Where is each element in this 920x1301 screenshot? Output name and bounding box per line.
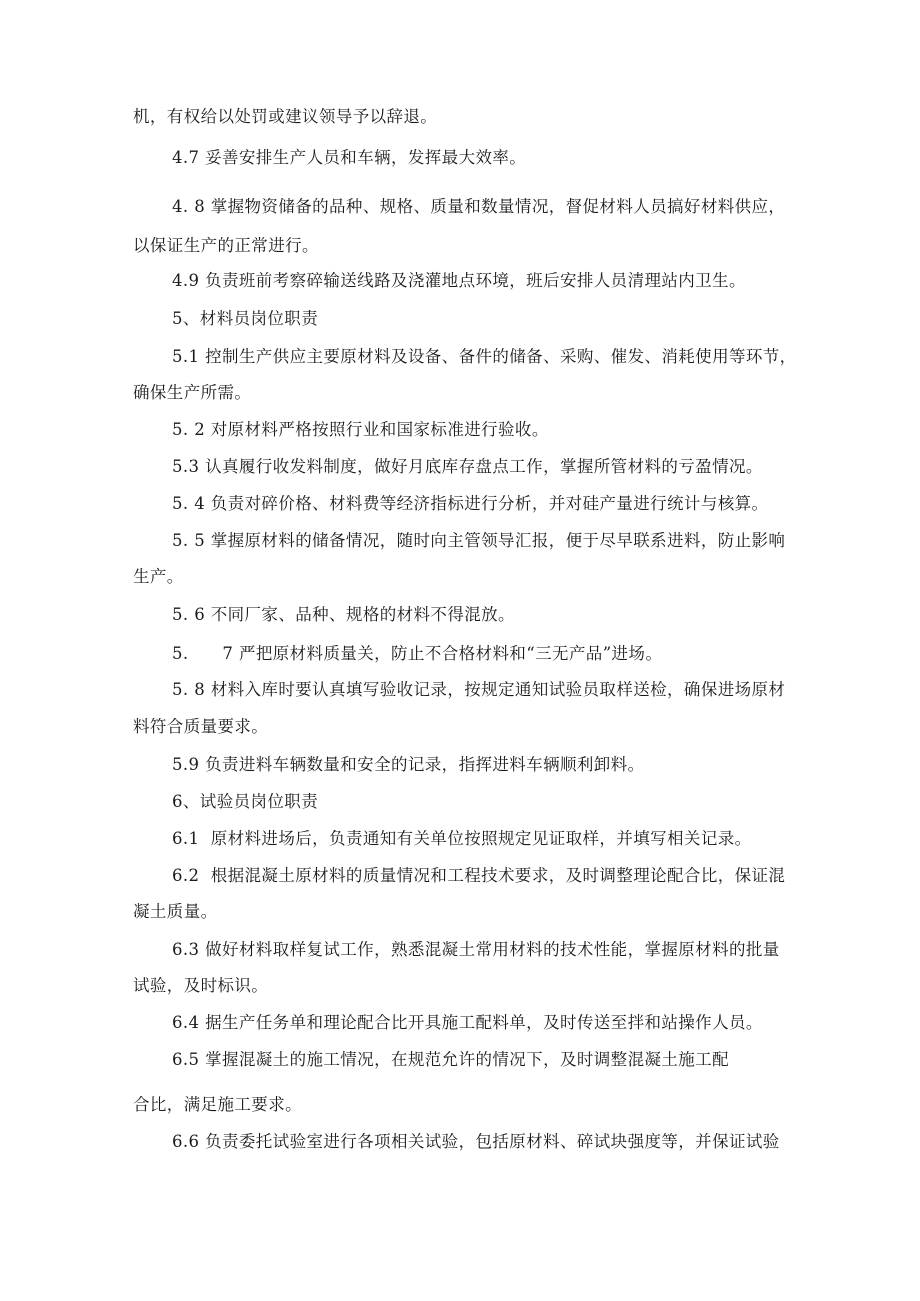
text-line-16: 5. 8 材料入库时要认真填写验收记录，按规定通知试验员取样送检，确保进场原材 (172, 680, 786, 699)
text-line-14: 5. 6 不同厂家、品种、规格的材料不得混放。 (172, 605, 515, 624)
text-line-17: 料符合质量要求。 (133, 717, 269, 736)
text-line-2: 4.7 妥善安排生产人员和车辆，发挥最大效率。 (172, 148, 527, 167)
text-line-26: 6.5 掌握混凝土的施工情况，在规范允许的情况下，及时调整混凝土施工配 (172, 1050, 729, 1069)
text-line-28: 6.6 负责委托试验室进行各项相关试验，包括原材料、碎试块强度等，并保证试验 (172, 1132, 780, 1151)
text-line-23: 6.3 做好材料取样复试工作，熟悉混凝土常用材料的技术性能，掌握原材料的批量 (172, 940, 780, 959)
text-line-11: 5. 4 负责对碎价格、材料费等经济指标进行分析，并对硅产量进行统计与核算。 (172, 494, 769, 513)
text-line-10: 5.3 认真履行收发料制度，做好月底库存盘点工作，掌握所管材料的亏盈情况。 (172, 457, 763, 476)
text-line-21: 6.2 根据混凝土原材料的质量情况和工程技术要求，及时调整理论配合比，保证混 (172, 866, 786, 885)
section-heading-5: 5、材料员岗位职责 (172, 309, 319, 328)
text-line-27: 合比，满足施工要求。 (133, 1095, 302, 1114)
section-heading-6: 6、试验员岗位职责 (172, 792, 319, 811)
text-line-24: 试验，及时标识。 (133, 976, 269, 995)
text-line-12: 5. 5 掌握原材料的储备情况，随时向主管领导汇报，便于尽早联系进料，防止影响 (172, 531, 786, 550)
text-line-15: 5. 7 严把原材料质量关，防止不合格材料和“三无产品”进场。 (172, 644, 663, 663)
text-line-22: 凝土质量。 (133, 902, 218, 921)
text-line-5: 4.9 负责班前考察碎输送线路及浇灌地点环境，班后安排人员清理站内卫生。 (172, 271, 746, 290)
text-line-13: 生产。 (133, 567, 184, 586)
text-line-7: 5.1 控制生产供应主要原材料及设备、备件的储备、采购、催发、消耗使用等环节， (172, 347, 797, 366)
text-line-4: 以保证生产的正常进行。 (133, 236, 319, 255)
text-line-9: 5. 2 对原材料严格按照行业和国家标准进行验收。 (172, 420, 549, 439)
text-line-8: 确保生产所需。 (133, 383, 252, 402)
text-line-1: 机，有权给以处罚或建议领导予以辞退。 (133, 107, 438, 126)
text-line-3: 4. 8 掌握物资储备的品种、规格、质量和数量情况，督促材料人员搞好材料供应， (172, 197, 786, 216)
text-line-18: 5.9 负责进料车辆数量和安全的记录，指挥进料车辆顺利卸料。 (172, 755, 645, 774)
text-line-20: 6.1 原材料进场后，负责通知有关单位按照规定见证取样，并填写相关记录。 (172, 829, 752, 848)
text-line-25: 6.4 据生产任务单和理论配合比开具施工配料单，及时传送至拌和站操作人员。 (172, 1013, 763, 1032)
